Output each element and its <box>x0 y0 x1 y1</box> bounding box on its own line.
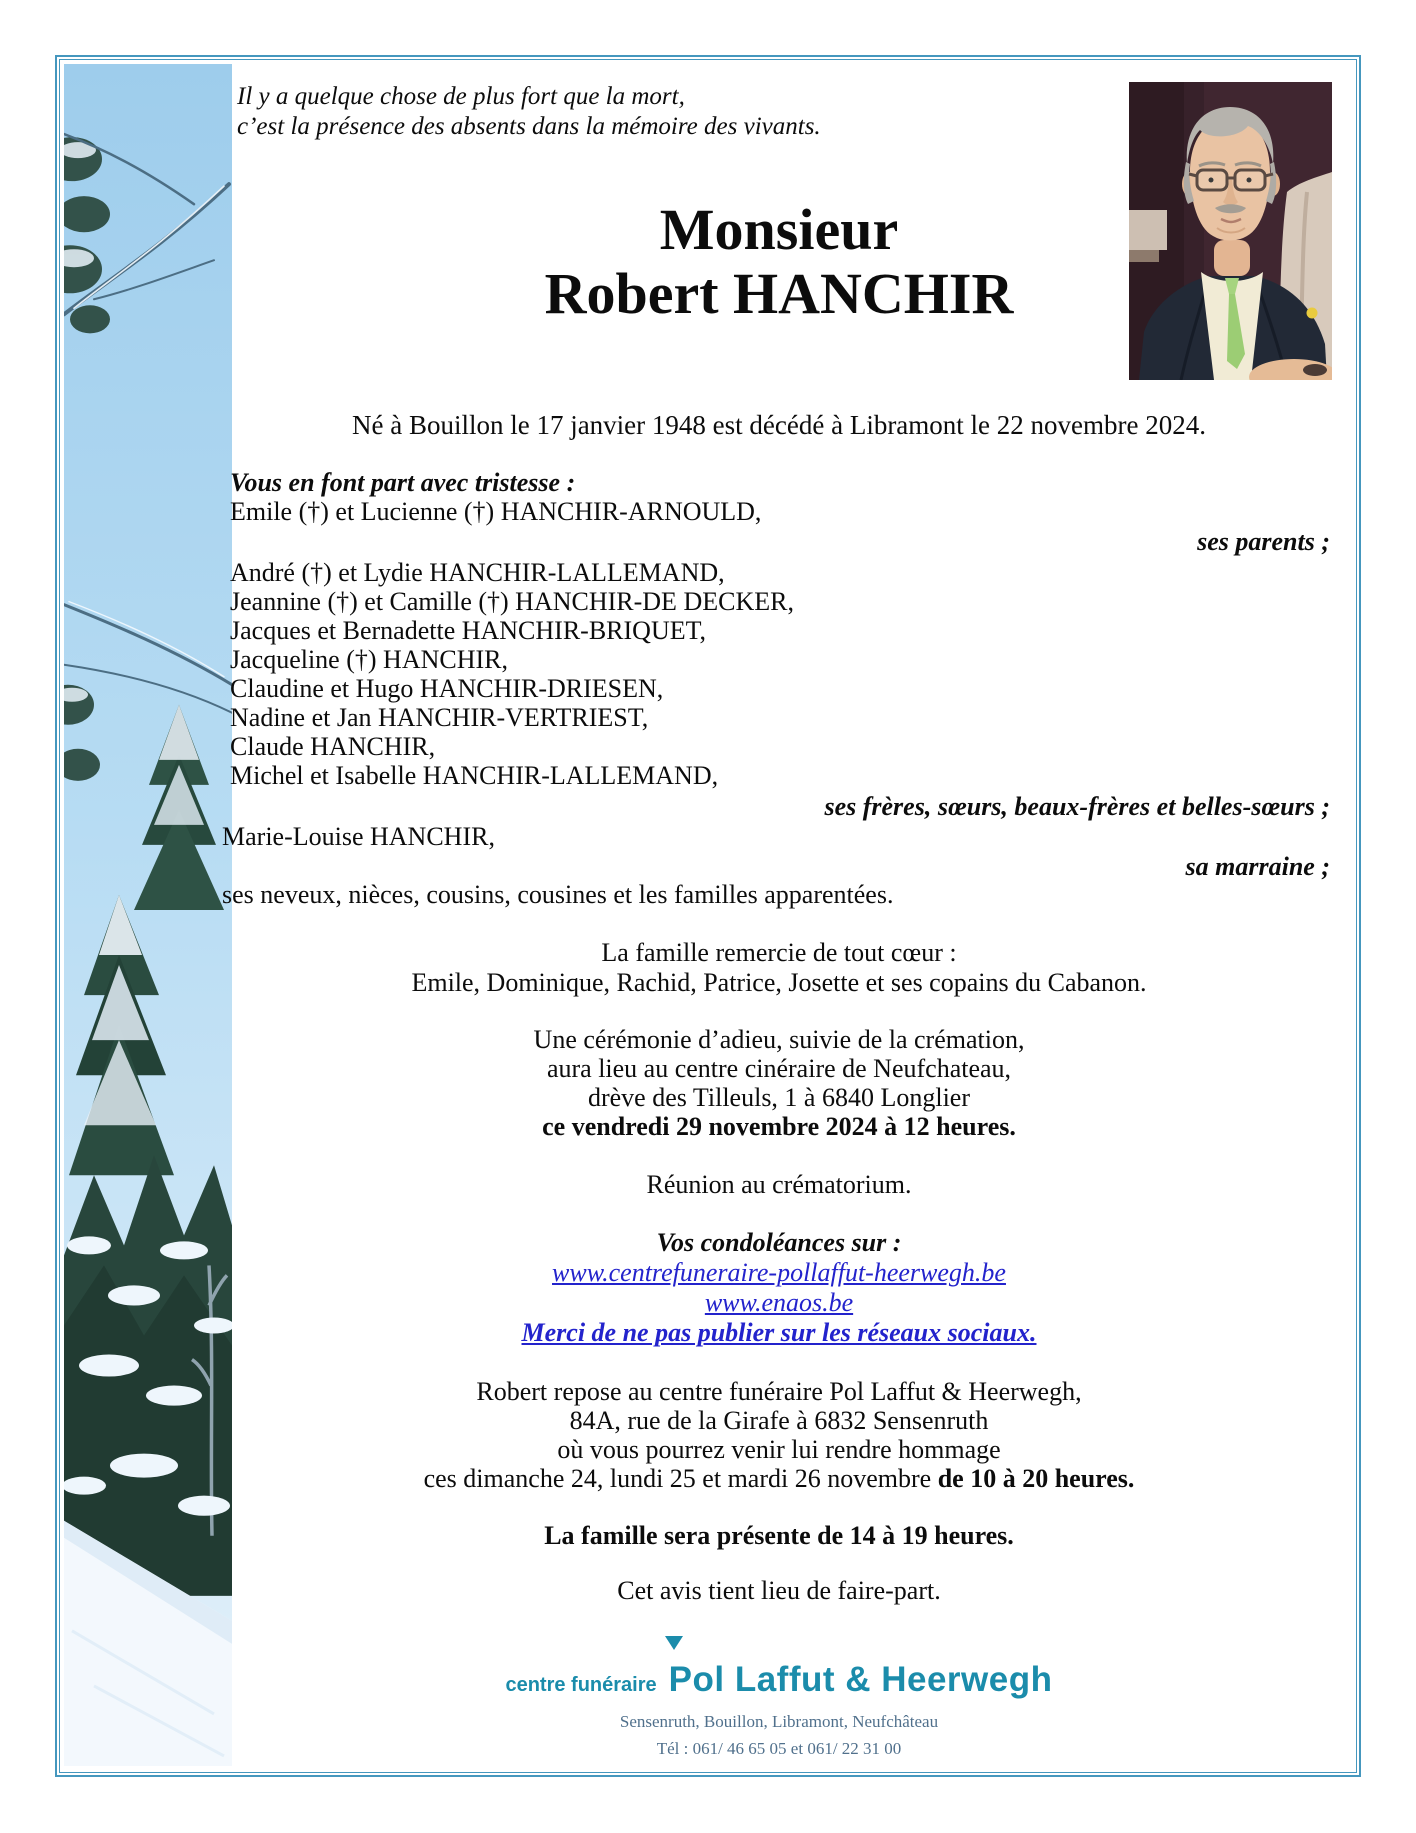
deceased-title <box>228 198 1330 326</box>
sibling-line: Nadine et Jan HANCHIR-VERTRIEST, <box>230 703 649 732</box>
logo-name: Pol Laffut & Heerwegh <box>668 1660 1053 1699</box>
thanks-block <box>228 938 1330 998</box>
condolence-link-2[interactable]: www.enaos.be <box>704 1288 854 1317</box>
parents-label: ses parents ; <box>1197 527 1330 556</box>
sibling-line: Michel et Isabelle HANCHIR-LALLEMAND, <box>230 761 719 790</box>
social-media-notice: Merci de ne pas publier sur les réseaux sociaux. <box>521 1318 1037 1347</box>
title-salutation: Monsieur <box>659 197 899 262</box>
logo-locations: Sensenruth, Bouillon, Libramont, Neufchâteau <box>619 1712 939 1731</box>
visitation-line-4 <box>228 1464 1330 1493</box>
meeting-line: Réunion au crématorium. <box>646 1170 912 1199</box>
condolences-block <box>228 1228 1330 1348</box>
condolences-heading: Vos condoléances sur : <box>656 1228 902 1257</box>
thanks-line-2: Emile, Dominique, Rachid, Patrice, Josette et ses copains du Cabanon. <box>411 968 1147 997</box>
sibling-line: Jacqueline (†) HANCHIR, <box>230 645 508 674</box>
announcement-intro: Vous en font part avec tristesse : <box>230 468 576 497</box>
visitation-days: ces dimanche 24, lundi 25 et mardi 26 novembre <box>423 1464 938 1493</box>
parents-line: Emile (†) et Lucienne (†) HANCHIR-ARNOULD, <box>230 497 762 526</box>
ceremony-date-line: ce vendredi 29 novembre 2024 à 12 heures. <box>542 1112 1016 1141</box>
sibling-line: Jeannine (†) et Camille (†) HANCHIR-DE DECKER, <box>230 587 794 616</box>
logo-phone: Tél : 061/ 46 65 05 et 061/ 22 31 00 <box>656 1739 902 1758</box>
sibling-line: André (†) et Lydie HANCHIR-LALLEMAND, <box>230 558 725 587</box>
announcement-block <box>230 468 761 526</box>
memorial-quote <box>237 82 821 142</box>
visitation-hours: de 10 à 20 heures. <box>937 1464 1135 1493</box>
funeral-home-logo-row <box>505 1660 1052 1700</box>
condolence-link-1[interactable]: www.centrefuneraire-pollaffut-heerwegh.be <box>552 1258 1006 1287</box>
memorial-quote-line-2: c’est la présence des absents dans la mémoire des vivants. <box>237 113 821 140</box>
visitation-block <box>228 1377 1330 1493</box>
sibling-line: Claude HANCHIR, <box>230 732 436 761</box>
siblings-label: ses frères, sœurs, beaux-frères et belles-sœurs ; <box>824 792 1330 821</box>
ceremony-line-2: aura lieu au centre cinéraire de Neufchateau, <box>546 1054 1012 1083</box>
thanks-line-1: La famille remercie de tout cœur : <box>601 938 957 967</box>
sibling-line: Jacques et Bernadette HANCHIR-BRIQUET, <box>230 616 707 645</box>
winter-forest-image <box>64 64 232 1766</box>
title-name: Robert HANCHIR <box>544 261 1014 326</box>
visitation-line-2: 84A, rue de la Girafe à 6832 Sensenruth <box>569 1406 989 1435</box>
ceremony-line-1: Une cérémonie d’adieu, suivie de la crémation, <box>533 1025 1025 1054</box>
family-presence-line: La famille sera présente de 14 à 19 heures. <box>544 1521 1014 1550</box>
visitation-line-1: Robert repose au centre funéraire Pol Laffut & Heerwegh, <box>476 1377 1082 1406</box>
ceremony-line-3: drève des Tilleuls, 1 à 6840 Longlier <box>587 1083 970 1112</box>
faire-part-notice: Cet avis tient lieu de faire-part. <box>617 1576 941 1605</box>
logo-name-wrap <box>669 1660 1053 1700</box>
logo-triangle-icon <box>665 1636 683 1650</box>
godmother-line: Marie-Louise HANCHIR, <box>222 822 495 851</box>
life-dates: Né à Bouillon le 17 janvier 1948 est décédé à Libramont le 22 novembre 2024. <box>351 410 1206 440</box>
sibling-line: Claudine et Hugo HANCHIR-DRIESEN, <box>230 674 664 703</box>
visitation-line-3: où vous pourrez venir lui rendre hommage <box>557 1435 1001 1464</box>
logo-prefix: centre funéraire <box>505 1674 657 1696</box>
funeral-home-logo <box>228 1660 1330 1759</box>
ceremony-block <box>228 1025 1330 1141</box>
siblings-block <box>230 558 794 790</box>
memorial-quote-line-1: Il y a quelque chose de plus fort que la mort, <box>237 83 685 110</box>
relatives-line: ses neveux, nièces, cousins, cousines et les familles apparentées. <box>222 880 894 909</box>
godmother-label: sa marraine ; <box>1185 852 1330 881</box>
